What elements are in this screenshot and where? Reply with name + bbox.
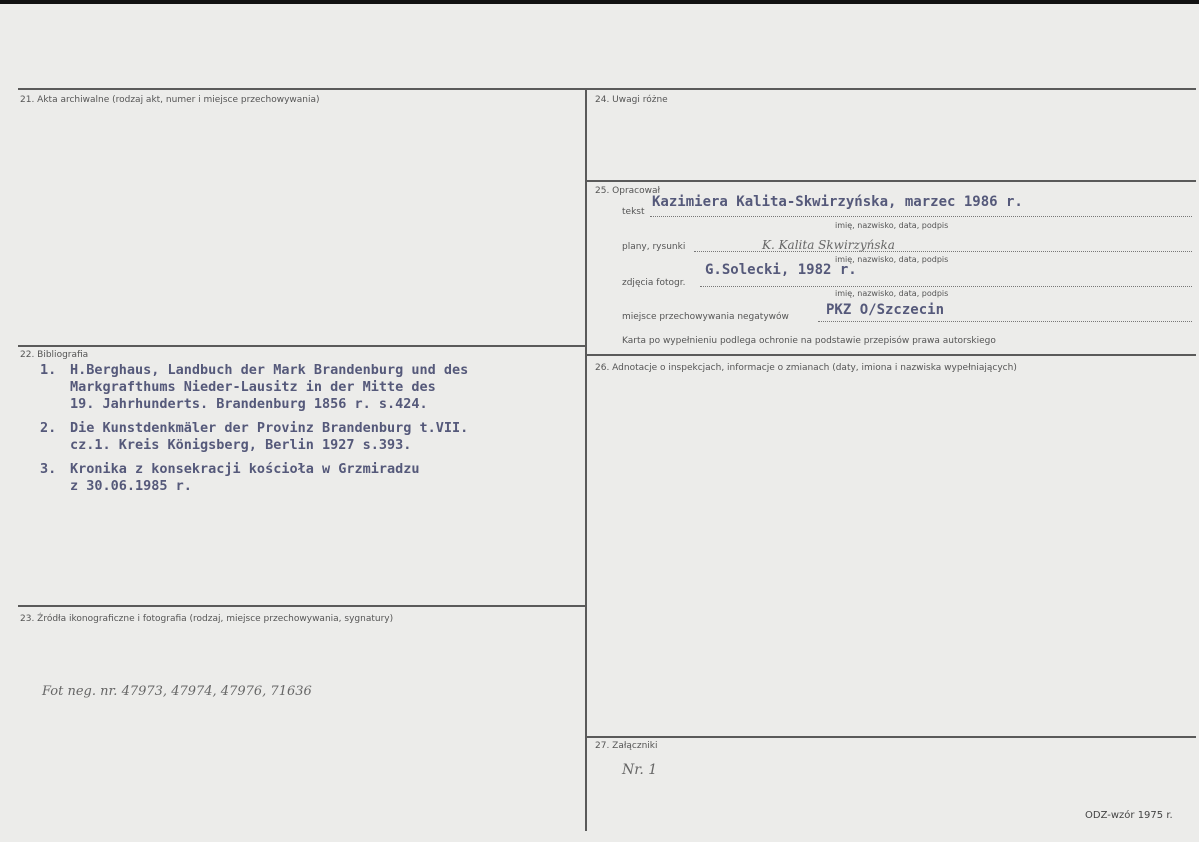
bibliography-text: Kronika z konsekracji kościoła w Grzmiradzu z 30.06.1985 r. bbox=[70, 461, 420, 494]
tekst-label: tekst bbox=[622, 207, 645, 217]
archive-card bbox=[0, 4, 1199, 842]
tekst-value: Kazimiera Kalita-Skwirzyńska, marzec 1986 r. bbox=[652, 194, 1023, 210]
iconography-entry: Fot neg. nr. 47973, 47974, 47976, 71636 bbox=[42, 684, 312, 699]
rule-22-23 bbox=[18, 605, 586, 607]
plany-value: K. Kalita Skwirzyńska bbox=[762, 238, 895, 252]
zdjecia-line bbox=[700, 286, 1192, 287]
plany-label: plany, rysunki bbox=[622, 242, 686, 252]
bibliography-text: Die Kunstdenkmäler der Provinz Brandenburg t.VII. cz.1. Kreis Königsberg, Berlin 1927 s.393. bbox=[70, 420, 469, 453]
zdjecia-label: zdjęcia fotogr. bbox=[622, 278, 686, 288]
rule-21-22 bbox=[18, 345, 586, 347]
attachments-entry: Nr. 1 bbox=[622, 762, 658, 778]
bibliography-number: 3. bbox=[40, 461, 57, 477]
section-27-label: 27. Załączniki bbox=[595, 741, 658, 751]
rule-24-25 bbox=[587, 180, 1196, 182]
bibliography-item bbox=[40, 362, 580, 413]
copyright-note: Karta po wypełnieniu podlega ochronie na podstawie przepisów prawa autorskiego bbox=[622, 336, 996, 346]
zdjecia-value: G.Solecki, 1982 r. bbox=[705, 262, 857, 278]
bibliography-number: 1. bbox=[40, 362, 57, 378]
bibliography-item bbox=[40, 461, 580, 495]
bibliography-text: H.Berghaus, Landbuch der Mark Brandenburg und des Markgrafthums Nieder-Lausitz in der Mitte des 19. Jahrhunderts. Brandenburg 1856 r. s.424. bbox=[70, 362, 469, 412]
caption-1: imię, nazwisko, data, podpis bbox=[835, 221, 949, 230]
section-23-label: 23. Źródła ikonograficzne i fotografia (rodzaj, miejsce przechowywania, sygnatury) bbox=[20, 614, 394, 624]
caption-3: imię, nazwisko, data, podpis bbox=[835, 289, 949, 298]
section-21-label: 21. Akta archiwalne (rodzaj akt, numer i miejsce przechowywania) bbox=[20, 95, 320, 105]
negatywy-value: PKZ O/Szczecin bbox=[826, 302, 945, 318]
rule-26-27 bbox=[587, 736, 1196, 738]
negatywy-line bbox=[818, 321, 1192, 322]
caption-2: imię, nazwisko, data, podpis bbox=[835, 255, 949, 264]
section-24-label: 24. Uwagi różne bbox=[595, 95, 668, 105]
top-rule bbox=[18, 88, 1196, 90]
section-25-label: 25. Opracował bbox=[595, 186, 661, 196]
form-version: ODZ-wzór 1975 r. bbox=[1085, 810, 1173, 821]
bibliography-number: 2. bbox=[40, 420, 57, 436]
tekst-line bbox=[650, 216, 1192, 217]
negatywy-label: miejsce przechowywania negatywów bbox=[622, 312, 789, 322]
rule-25-26 bbox=[587, 354, 1196, 356]
section-26-label: 26. Adnotacje o inspekcjach, informacje o zmianach (daty, imiona i nazwiska wypełniających) bbox=[595, 363, 1017, 373]
column-divider bbox=[585, 89, 587, 831]
bibliography-item bbox=[40, 420, 580, 454]
bibliography-list bbox=[40, 362, 580, 502]
section-22-label: 22. Bibliografia bbox=[20, 350, 89, 360]
